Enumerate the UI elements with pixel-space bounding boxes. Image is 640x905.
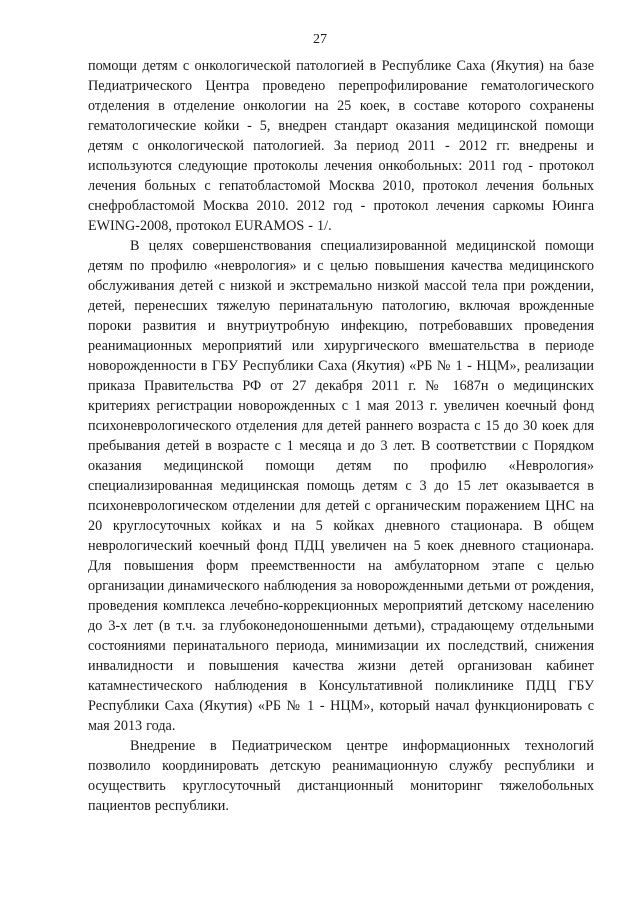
paragraph-oncology: помощи детям с онкологической патологией в Республике Саха (Якутия) на базе Педиатрического Центра проведено перепрофилирование гематологического отделения в отделение онкологии на 25 коек, в составе которого сохранены гематологические койки - 5, внедрен стандарт оказания медицинской помощи детям с онкологической патологией. За период 2011 - 2012 гг. внедрены и используются следующие протоколы лечения онкобольных: 2011 год - протокол лечения больных с гепатобластомой Москва 2010, протокол лечения больных снефробластомой Москва 2010. 2012 год - протокол лечения саркомы Юинга EWING-2008, протокол EURAMOS - 1/.	[88, 58, 594, 234]
document-body	[88, 56, 594, 816]
paragraph-it-technologies: Внедрение в Педиатрическом центре информационных технологий позволило координировать детскую реанимационную службу республики и осуществить круглосуточный дистанционный мониторинг тяжелобольных пациентов республики.	[88, 738, 594, 814]
paragraph-neurology: В целях совершенствования специализированной медицинской помощи детям по профилю «неврология» и с целью повышения качества медицинского обслуживания детей с низкой и экстремально низкой массой тела при рождении, детей, перенесших тяжелую перинатальную патологию, включая врожденные пороки развития и внутриутробную инфекцию, потребовавших проведения реанимационных мероприятий или хирургического вмешательства в периоде новорожденности в ГБУ Республики Саха (Якутия) «РБ № 1 - НЦМ», реализации приказа Правительства РФ от 27 декабря 2011 г. № 1687н о медицинских критериях регистрации новорожденных с 1 мая 2013 г. увеличен коечный фонд психоневрологического отделения для детей раннего возраста с 15 до 30 коек для пребывания детей в возрасте с 1 месяца и до 3 лет. В соответствии с Порядком оказания медицинской помощи детям по профилю «Неврология» специализированная медицинская помощь детям с 3 до 15 лет оказывается в психоневрологическом отделении для детей с органическим поражением ЦНС на 20 круглосуточных койках и на 5 койках дневного стационара. В общем неврологический коечный фонд ПДЦ увеличен на 5 коек дневного стационара. Для повышения форм преемственности на амбулаторном этапе с целью организации динамического наблюдения за новорожденными детьми от рождения, проведения комплекса лечебно-коррекционных мероприятий детскому населению до 3-х лет (в т.ч. за глубоконедоношенными детьми), страдающему отдельными состояниями перинатального периода, минимизации их последствий, снижения инвалидности и повышения качества жизни детей организован кабинет катамнестического наблюдения в Консультативной поликлинике ПДЦ ГБУ Республики Саха (Якутия) «РБ № 1 - НЦМ», который начал функционировать с мая 2013 года.	[88, 238, 594, 734]
page-number: 27	[313, 32, 327, 47]
